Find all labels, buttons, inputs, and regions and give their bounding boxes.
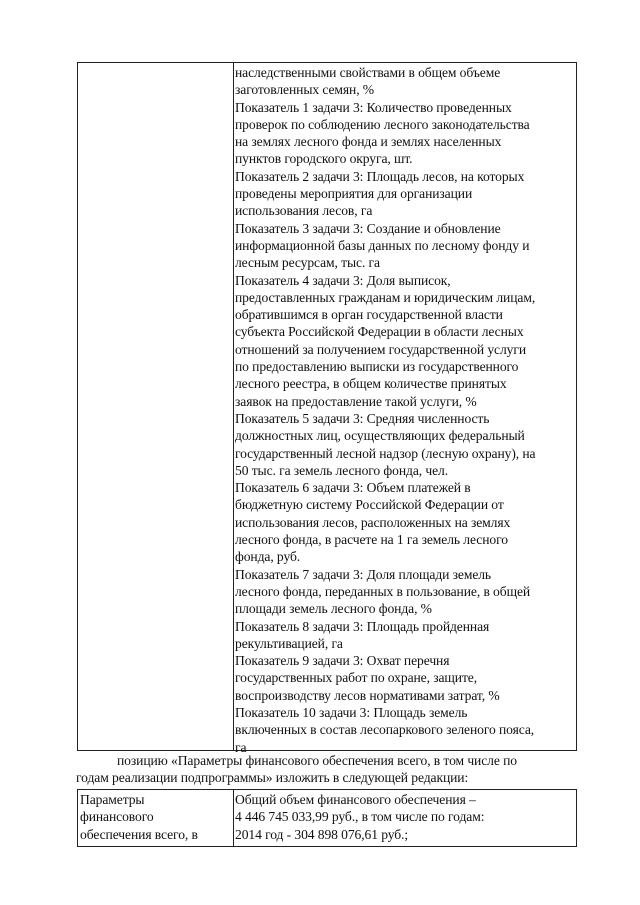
text-line: 50 тыс. га земель лесного фонда, чел.	[235, 462, 448, 478]
text-line: заготовленных семян, %	[235, 82, 375, 98]
text-line: лесного фонда, в расчете на 1 га земель лесного	[235, 532, 508, 548]
amendment-paragraph	[76, 752, 580, 786]
paragraph-line: годам реализации подпрограммы» изложить в следующей редакции:	[76, 770, 469, 786]
year-2014-line: 2014 год - 304 898 076,61 руб.;	[235, 826, 409, 842]
text-line: проверок по соблюдению лесного законодательства	[235, 116, 530, 132]
text-line: лесного реестра, в общем количестве принятых	[235, 376, 507, 392]
text-line: субъекта Российской Федерации в области лесных	[235, 324, 524, 340]
paragraph-line: позицию «Параметры финансового обеспечения всего, в том числе по	[117, 753, 517, 768]
text-line: пунктов городского округа, шт.	[235, 151, 413, 167]
text-line: использования лесов, га	[235, 203, 373, 219]
indicator-6-title: Показатель 6 задачи 3: Объем платежей в	[235, 480, 471, 496]
financing-table	[77, 789, 577, 847]
text-line: га	[235, 739, 247, 755]
text-line: предоставленных гражданам и юридическим лицам,	[235, 289, 536, 305]
indicator-4-title: Показатель 4 задачи 3: Доля выписок,	[235, 272, 451, 288]
text-line: государственный лесной надзор (лесную охрану), на	[235, 445, 536, 461]
label-line: финансового	[80, 809, 154, 825]
text-line: рекультивацией, га	[235, 635, 343, 651]
label-line: Параметры	[80, 792, 145, 807]
text-line: государственных работ по охране, защите,	[235, 670, 478, 686]
indicator-10-title: Показатель 10 задачи 3: Площадь земель	[235, 704, 468, 720]
text-line: включенных в состав лесопаркового зеленого пояса,	[235, 722, 535, 738]
text-line: воспроизводству лесов нормативами затрат, %	[235, 687, 500, 703]
text-line: использования лесов, расположенных на землях	[235, 514, 511, 530]
column-divider	[233, 63, 234, 750]
indicator-2-title: Показатель 2 задачи 3: Площадь лесов, на которых	[235, 168, 525, 184]
total-amount-line: 4 446 745 033,99 руб., в том числе по годам:	[235, 809, 485, 825]
text-line: заявок на предоставление такой услуги, %	[235, 393, 477, 409]
label-line: обеспечения всего, в	[80, 826, 198, 842]
text-line: отношений за получением государственной услуги	[235, 341, 527, 357]
financing-label-cell	[80, 791, 230, 843]
text-line: информационной базы данных по лесному фонду и	[235, 237, 530, 253]
financing-value-cell	[235, 791, 573, 843]
text-line: фонда, руб.	[235, 549, 301, 565]
indicators-cell	[235, 64, 573, 756]
text-line: лесного фонда, переданных в пользование, в общей	[235, 583, 531, 599]
text-line: обратившимся в орган государственной власти	[235, 307, 503, 323]
indicator-3-title: Показатель 3 задачи 3: Создание и обновление	[235, 220, 501, 236]
column-divider	[233, 790, 234, 846]
value-line: Общий объем финансового обеспечения –	[235, 792, 476, 807]
text-line: по предоставлению выписки из государственного	[235, 359, 519, 375]
text-line: проведены мероприятия для организации	[235, 186, 473, 202]
text-line: должностных лиц, осуществляющих федеральный	[235, 428, 525, 444]
indicator-5-title: Показатель 5 задачи 3: Средняя численность	[235, 410, 490, 426]
text-line: площади земель лесного фонда, %	[235, 601, 432, 617]
indicator-8-title: Показатель 8 задачи 3: Площадь пройденная	[235, 618, 490, 634]
indicator-1-title: Показатель 1 задачи 3: Количество проведенных	[235, 99, 512, 115]
indicator-7-title: Показатель 7 задачи 3: Доля площади земель	[235, 566, 492, 582]
indicator-9-title: Показатель 9 задачи 3: Охват перечня	[235, 653, 450, 669]
text-line: на землях лесного фонда и землях населенных	[235, 134, 502, 150]
text-line: бюджетную систему Российской Федерации от	[235, 497, 504, 513]
text-line: лесным ресурсам, тыс. га	[235, 255, 380, 271]
text-line: наследственными свойствами в общем объеме	[235, 65, 501, 80]
indicators-table	[77, 62, 577, 755]
